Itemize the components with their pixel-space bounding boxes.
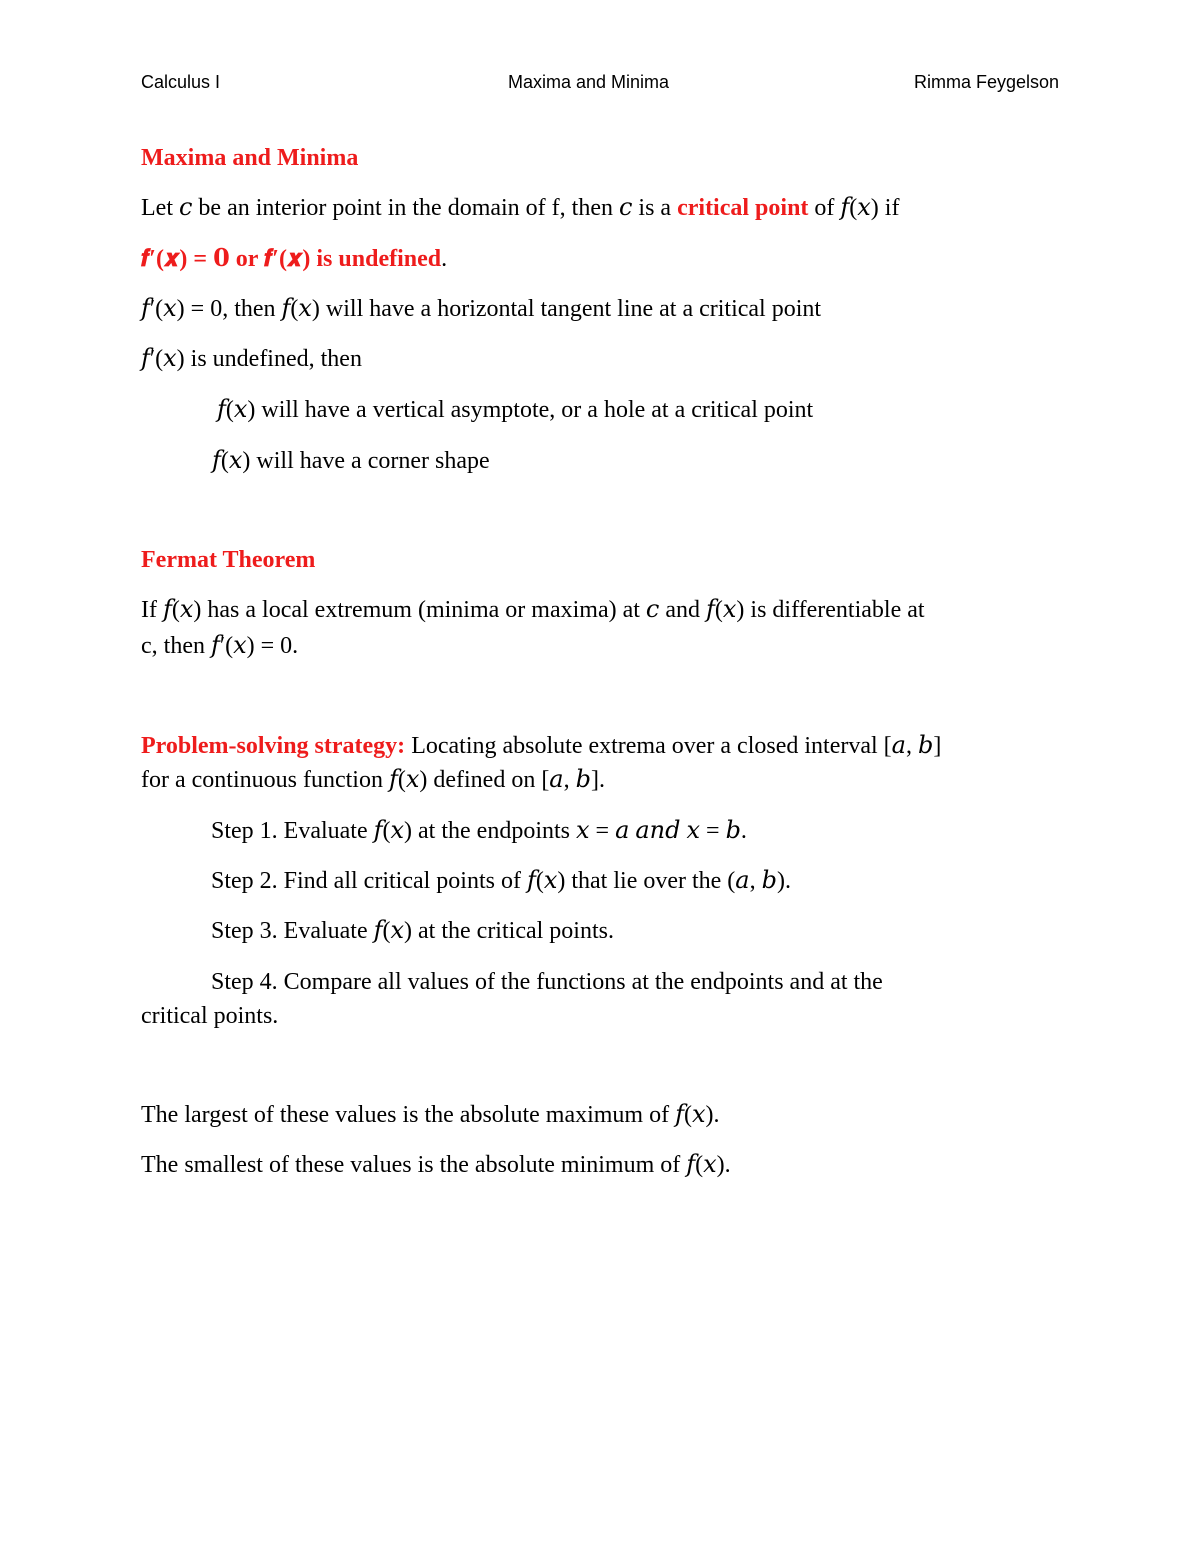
condition-period: . — [441, 246, 448, 272]
strategy-label: Problem-solving strategy: — [141, 733, 406, 759]
strategy-intro-text: Locating absolute extrema over a closed interval [𝑎, 𝑏] — [405, 733, 942, 759]
strategy-step-4-line2: critical points. — [141, 1003, 279, 1029]
header-topic: Maxima and Minima — [508, 72, 670, 92]
strategy-intro-line1 — [141, 731, 941, 761]
critical-point-definition — [141, 193, 899, 223]
definition-text-post: of 𝑓(𝑥) if — [808, 195, 900, 221]
section-title-maxima-minima: Maxima and Minima — [141, 145, 359, 171]
section-title-fermat: Fermat Theorem — [141, 547, 316, 573]
strategy-step-1: Step 1. Evaluate 𝑓(𝑥) at the endpoints 𝑥 = 𝑎 𝑎𝑛𝑑 𝑥 = 𝑏. — [211, 818, 747, 844]
strategy-step-2: Step 2. Find all critical points of 𝑓(𝑥) that lie over the (𝑎, 𝑏). — [211, 868, 791, 894]
conclusion-absolute-min: The smallest of these values is the absolute minimum of 𝑓(𝑥). — [141, 1152, 731, 1178]
strategy-step-3: Step 3. Evaluate 𝑓(𝑥) at the critical points. — [211, 918, 614, 944]
critical-point-condition — [141, 244, 447, 274]
fermat-statement-line1: If 𝑓(𝑥) has a local extremum (minima or maxima) at 𝑐 and 𝑓(𝑥) is differentiable at — [141, 597, 925, 623]
strategy-intro-line2: for a continuous function 𝑓(𝑥) defined on [𝑎, 𝑏]. — [141, 767, 605, 793]
conclusion-absolute-max: The largest of these values is the absolute maximum of 𝑓(𝑥). — [141, 1102, 720, 1128]
fermat-statement-line2: c, then 𝑓′(𝑥) = 0. — [141, 633, 299, 659]
undefined-derivative-case: 𝑓′(𝑥) is undefined, then — [141, 346, 362, 372]
condition-formula: 𝒇′(𝒙) = 𝟎 or 𝒇′(𝒙) is undefined — [141, 246, 442, 272]
header-course: Calculus I — [141, 72, 221, 92]
undefined-case-asymptote: 𝑓(𝑥) will have a vertical asymptote, or a hole at a critical point — [217, 397, 814, 423]
strategy-step-4-line1: Step 4. Compare all values of the functions at the endpoints and at the — [211, 969, 883, 995]
critical-point-term: critical point — [677, 195, 809, 221]
header-author: Rimma Feygelson — [913, 72, 1059, 92]
definition-text-pre: Let 𝑐 be an interior point in the domain of f, then 𝑐 is a — [141, 195, 678, 221]
zero-derivative-case: 𝑓′(𝑥) = 0, then 𝑓(𝑥) will have a horizontal tangent line at a critical point — [141, 296, 822, 322]
undefined-case-corner: 𝑓(𝑥) will have a corner shape — [212, 448, 490, 474]
